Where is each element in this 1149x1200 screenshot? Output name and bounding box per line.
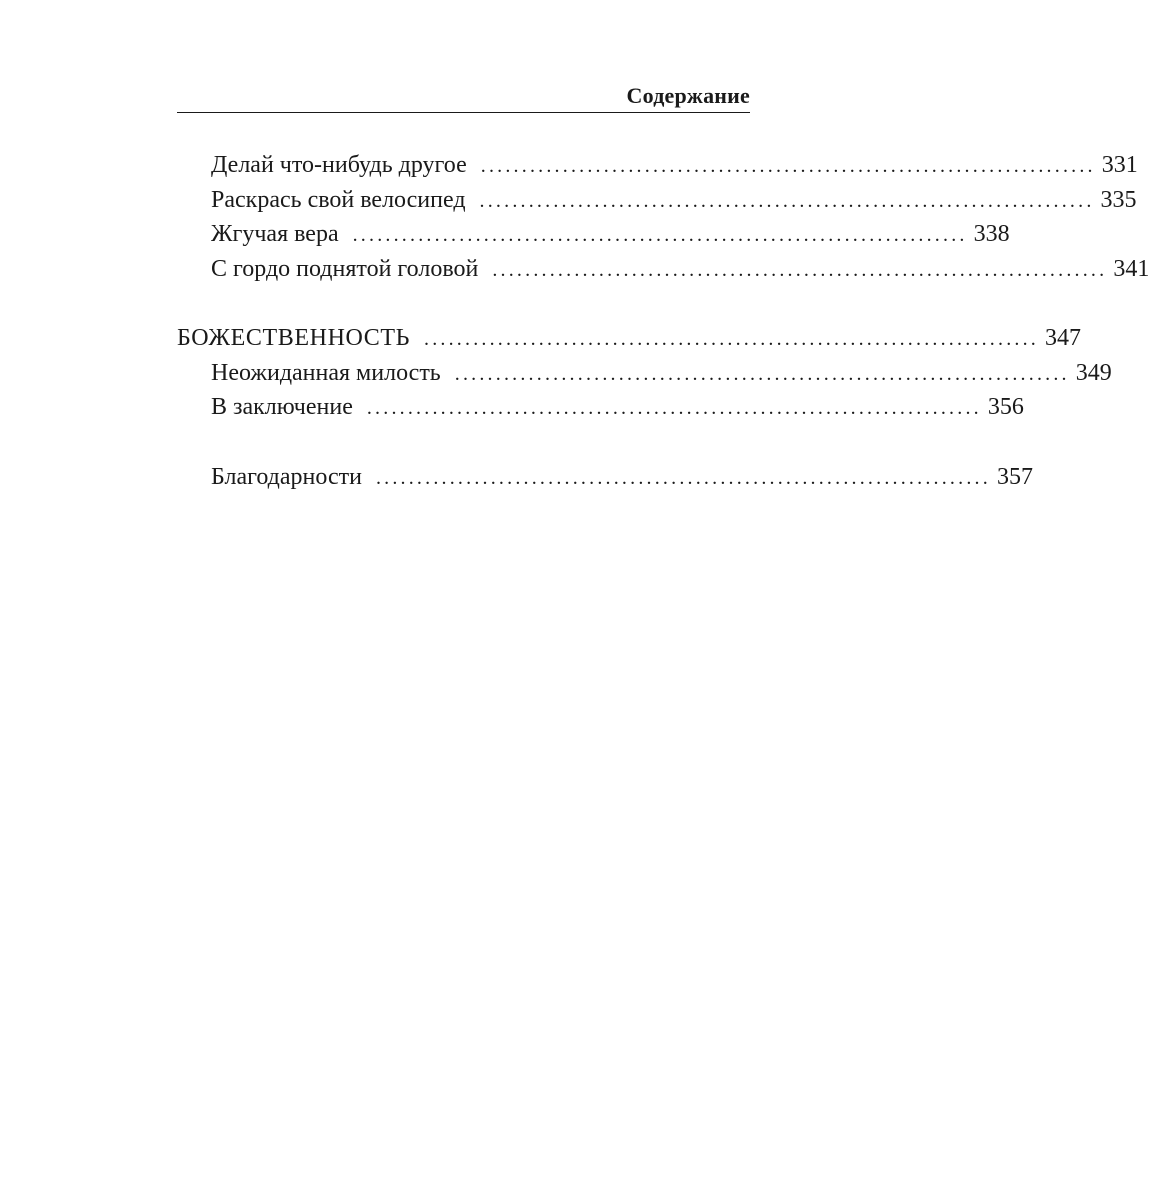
toc-entry-title: С гордо поднятой головой	[211, 255, 479, 282]
toc-entry	[177, 183, 1137, 218]
toc-entry-page: 356	[987, 394, 1024, 420]
table-of-contents	[177, 148, 1149, 494]
dot-leader: ...........................................................................	[492, 258, 1108, 281]
toc-entry-page: 347	[1045, 325, 1081, 351]
toc-entry-page: 357	[996, 463, 1033, 490]
toc-entry-title: Делай что-нибудь другое	[211, 152, 467, 178]
toc-entry-page: 338	[973, 221, 1010, 247]
toc-entry	[177, 148, 1138, 183]
dot-leader: ...........................................................................	[424, 328, 1039, 350]
toc-entry-title: Раскрась свой велосипед	[211, 186, 466, 213]
running-head	[177, 82, 750, 113]
toc-entry	[177, 460, 1033, 495]
toc-entry-page: 331	[1101, 152, 1138, 178]
dot-leader: ...........................................................................	[375, 466, 991, 489]
running-head-title: Содержание	[626, 83, 750, 108]
toc-entry	[177, 217, 1010, 252]
dot-leader: ...........................................................................	[366, 397, 982, 419]
toc-entry-title: Неожиданная милость	[211, 359, 441, 386]
toc-entry-page: 341	[1113, 255, 1149, 282]
dot-leader: ...........................................................................	[480, 155, 1096, 177]
toc-entry-title: Благодарности	[211, 463, 362, 490]
toc-entry	[177, 252, 1149, 287]
dot-leader: ...........................................................................	[352, 224, 968, 246]
dot-leader: ...........................................................................	[479, 189, 1095, 212]
toc-entry-page: 335	[1100, 186, 1137, 213]
toc-section-entry	[177, 321, 1081, 356]
toc-section-title: БОЖЕСТВЕННОСТЬ	[177, 325, 410, 351]
toc-entry-page: 349	[1075, 359, 1112, 386]
toc-entry-title: В заключение	[211, 394, 353, 420]
toc-entry	[177, 390, 1024, 425]
dot-leader: ...........................................................................	[454, 362, 1070, 385]
toc-entry-title: Жгучая вера	[211, 221, 339, 247]
toc-entry	[177, 356, 1112, 391]
